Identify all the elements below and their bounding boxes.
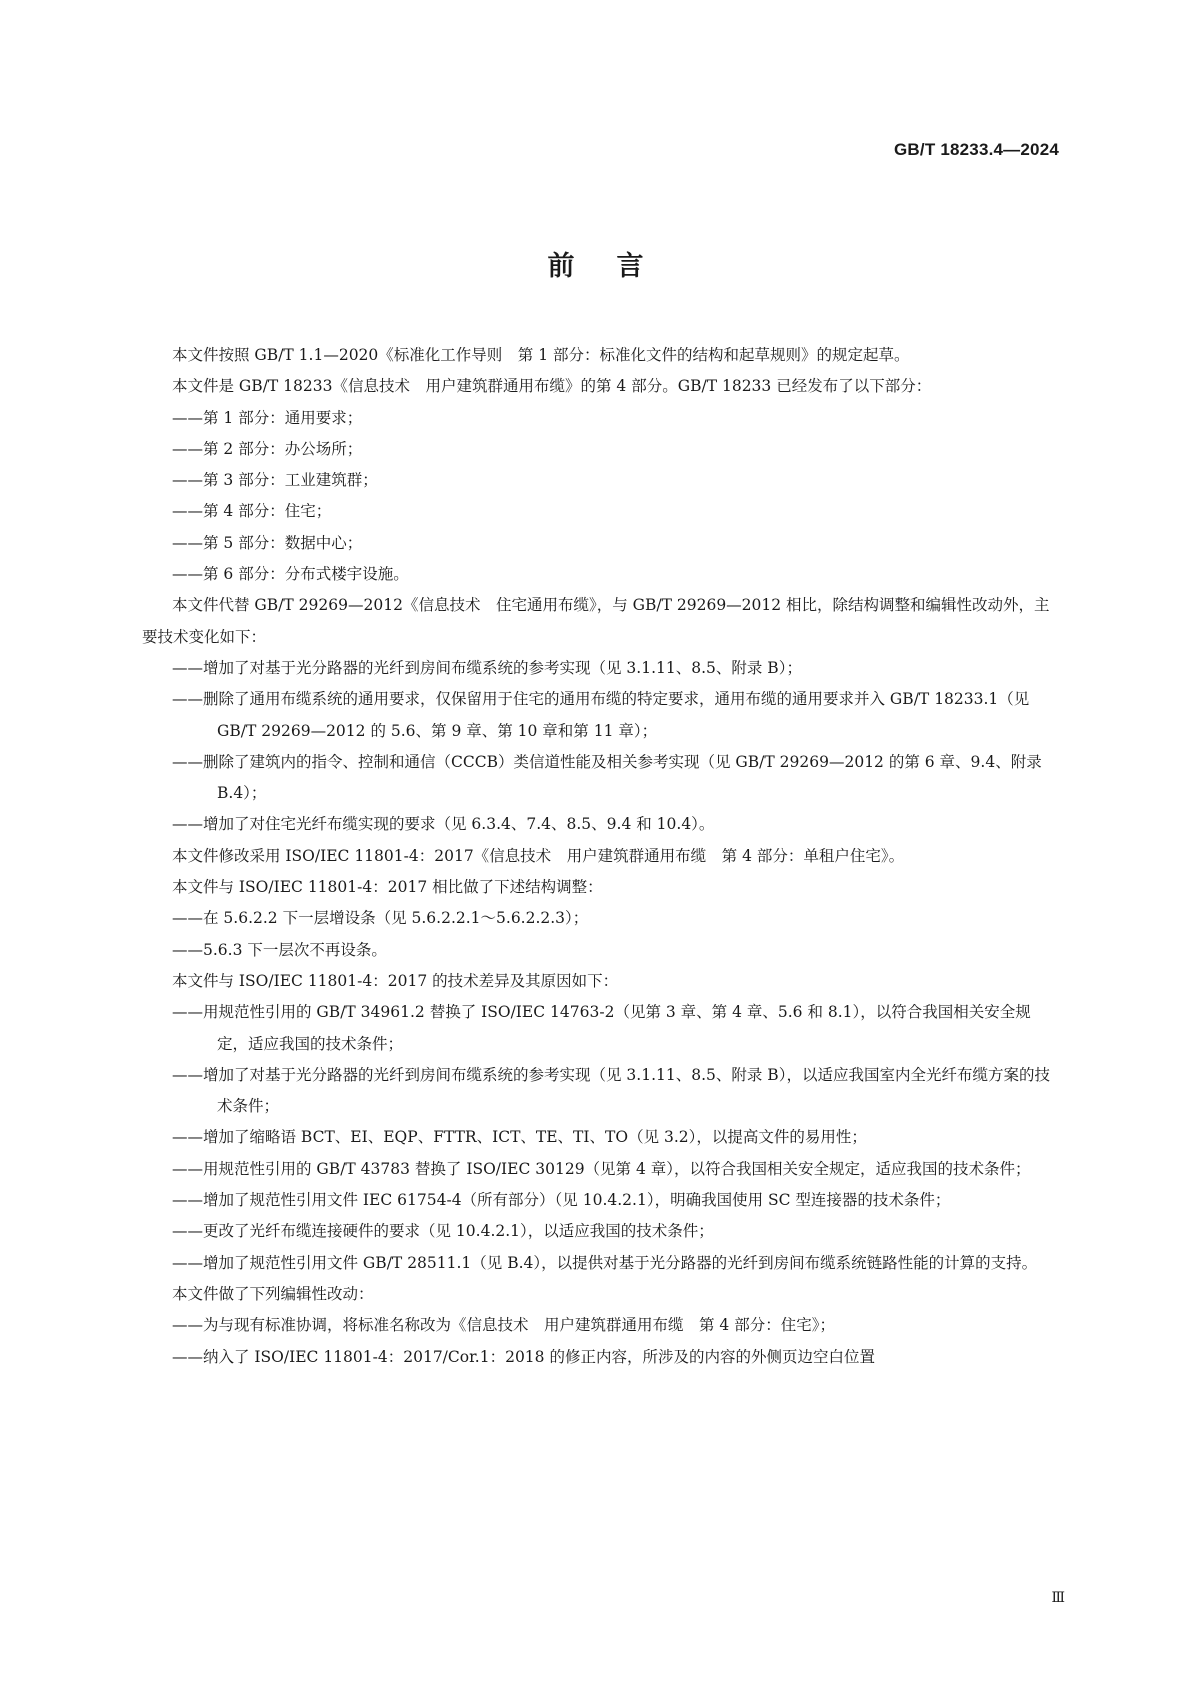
list-item: ——增加了规范性引用文件 IEC 61754-4（所有部分）（见 10.4.2.1），明确我国使用 SC 型连接器的技术条件； bbox=[172, 1191, 951, 1210]
list-item: ——第 5 部分：数据中心； bbox=[172, 533, 363, 552]
paragraph: 本文件代替 GB/T 29269—2012《信息技术 住宅通用布缆》，与 GB/T 29269—2012 相比，除结构调整和编辑性改动外，主要技术变化如下： bbox=[142, 596, 1050, 646]
paragraph: 本文件与 ISO/IEC 11801-4：2017 相比做了下述结构调整： bbox=[172, 878, 603, 897]
list-item: ——删除了建筑内的指令、控制和通信（CCCB）类信道性能及相关参考实现（见 GB/T 29269—2012 的第 6 章、9.4、附录 B.4）； bbox=[172, 752, 1042, 803]
list-item: ——第 2 部分：办公场所； bbox=[172, 439, 363, 458]
list-item: ——增加了缩略语 BCT、EI、EQP、FTTR、ICT、TE、TI、TO（见 3.2），以提高文件的易用性； bbox=[172, 1128, 867, 1147]
list-item: ——纳入了 ISO/IEC 11801-4：2017/Cor.1：2018 的修正内容，所涉及的内容的外侧页边空白位置 bbox=[172, 1347, 875, 1366]
standard-number: GB/T 18233.4—2024 bbox=[894, 140, 1059, 159]
list-item: ——增加了对基于光分路器的光纤到房间布缆系统的参考实现（见 3.1.11、8.5、附录 B）； bbox=[172, 658, 802, 677]
list-item: ——第 1 部分：通用要求； bbox=[172, 408, 363, 427]
list-item: ——增加了对住宅光纤布缆实现的要求（见 6.3.4、7.4、8.5、9.4 和 10.4）。 bbox=[172, 815, 715, 834]
page-title: 前言 bbox=[547, 251, 686, 282]
list-item: ——5.6.3 下一层次不再设条。 bbox=[172, 940, 387, 959]
list-item: ——第 3 部分：工业建筑群； bbox=[172, 471, 378, 490]
page-number: Ⅲ bbox=[1051, 1590, 1065, 1606]
list-item: ——第 6 部分：分布式楼宇设施。 bbox=[172, 565, 409, 584]
list-item: ——为与现有标准协调，将标准名称改为《信息技术 用户建筑群通用布缆 第 4 部分：住宅》； bbox=[172, 1316, 835, 1335]
paragraph: 本文件修改采用 ISO/IEC 11801-4：2017《信息技术 用户建筑群通用布缆 第 4 部分：单租户住宅》。 bbox=[172, 846, 905, 865]
list-item: ——删除了通用布缆系统的通用要求，仅保留用于住宅的通用布缆的特定要求，通用布缆的通用要求并入 GB/T 18233.1（见 GB/T 29269—2012 的 5.6、第 9 章、第 10 章和第 11 章）； bbox=[172, 690, 1030, 740]
paragraph: 本文件按照 GB/T 1.1—2020《标准化工作导则 第 1 部分：标准化文件的结构和起草规则》的规定起草。 bbox=[172, 346, 910, 364]
list-item: ——更改了光纤布缆连接硬件的要求（见 10.4.2.1），以适应我国的技术条件； bbox=[172, 1222, 714, 1241]
list-item: ——增加了规范性引用文件 GB/T 28511.1（见 B.4），以提供对基于光分路器的光纤到房间布缆系统链路性能的计算的支持。 bbox=[172, 1253, 1038, 1272]
paragraph: 本文件是 GB/T 18233《信息技术 用户建筑群通用布缆》的第 4 部分。GB/T 18233 已经发布了以下部分： bbox=[172, 377, 932, 396]
list-item: ——用规范性引用的 GB/T 43783 替换了 ISO/IEC 30129（见第 4 章），以符合我国相关安全规定，适应我国的技术条件； bbox=[172, 1159, 1031, 1178]
list-item: ——第 4 部分：住宅； bbox=[172, 502, 332, 521]
list-item: ——增加了对基于光分路器的光纤到房间布缆系统的参考实现（见 3.1.11、8.5、附录 B），以适应我国室内全光纤布缆方案的技术条件； bbox=[172, 1065, 1050, 1116]
list-item: ——在 5.6.2.2 下一层增设条（见 5.6.2.2.1～5.6.2.2.3）； bbox=[172, 909, 589, 928]
paragraph: 本文件做了下列编辑性改动： bbox=[172, 1284, 374, 1303]
paragraph: 本文件与 ISO/IEC 11801-4：2017 的技术差异及其原因如下： bbox=[172, 971, 619, 990]
list-item: ——用规范性引用的 GB/T 34961.2 替换了 ISO/IEC 14763-2（见第 3 章、第 4 章、5.6 和 8.1），以符合我国相关安全规定，适应我国的技术条件； bbox=[172, 1003, 1031, 1053]
document-body bbox=[142, 340, 1057, 1373]
